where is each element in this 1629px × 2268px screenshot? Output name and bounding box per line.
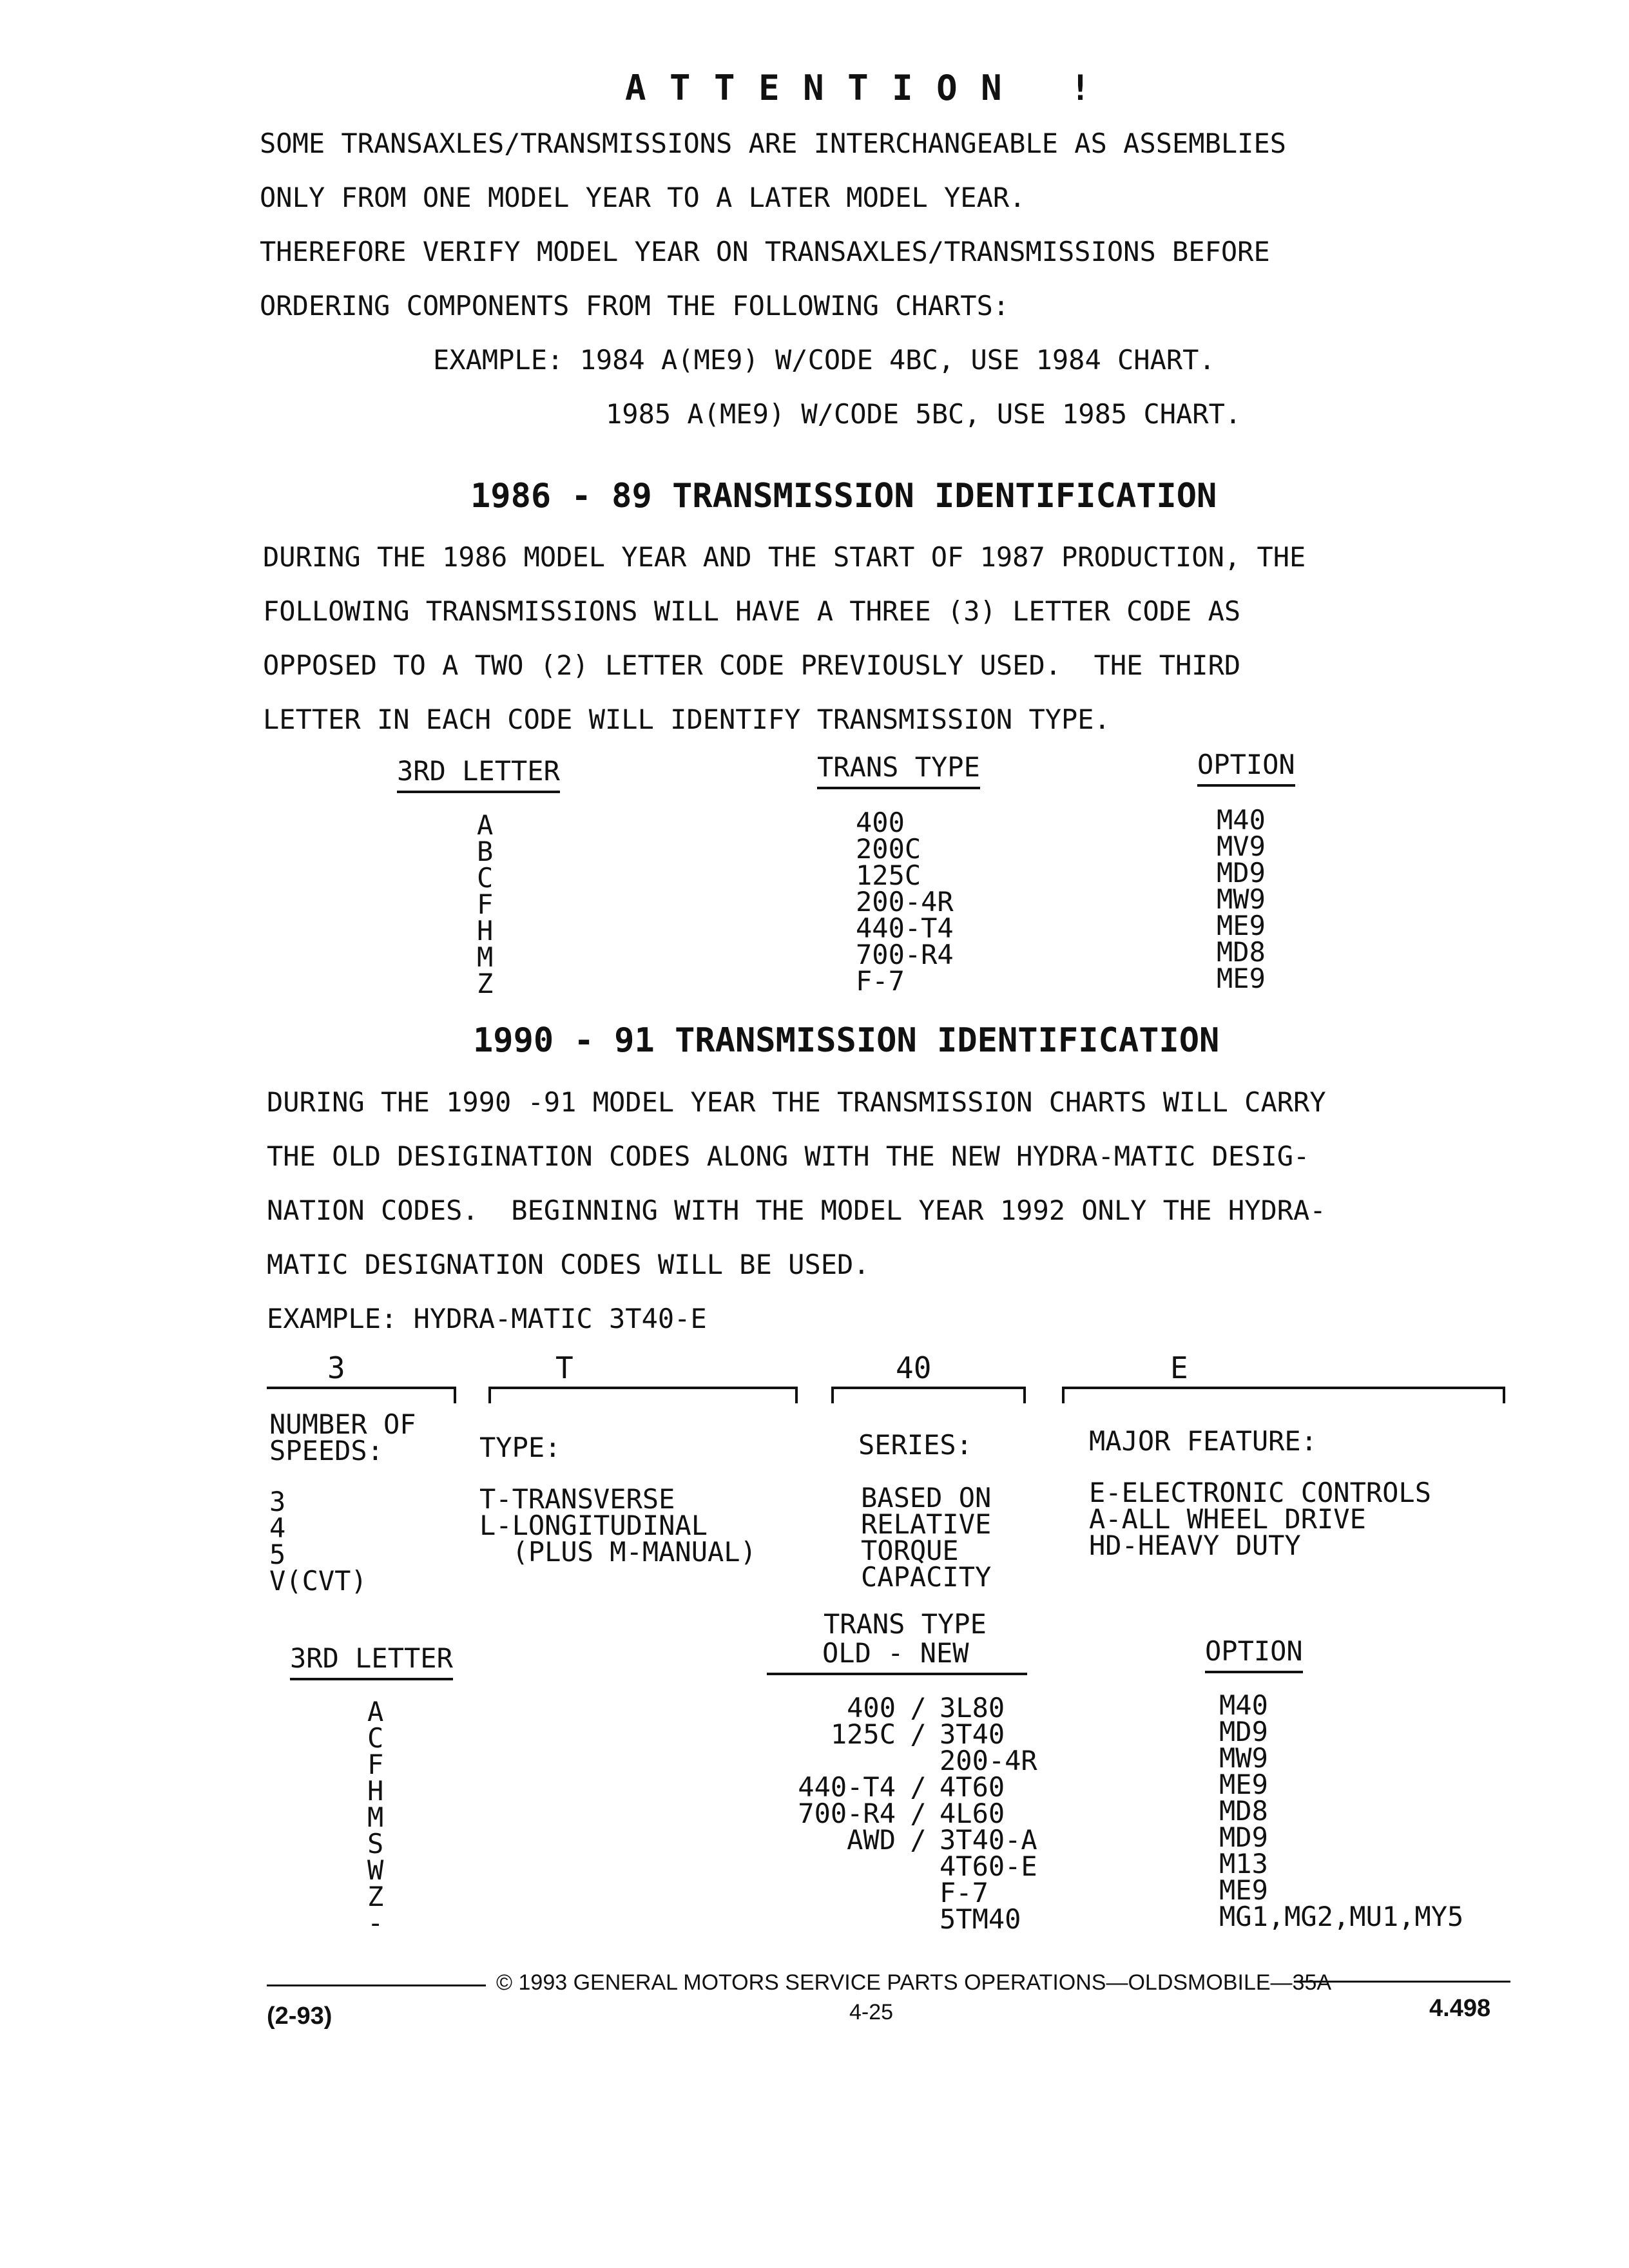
code-part-type: T: [555, 1350, 574, 1385]
table-1990-new-cell: 3T40-A: [940, 1824, 1037, 1856]
table-1986-option-cell: MV9: [1217, 831, 1266, 862]
table-1990-old-cell: [754, 1853, 896, 1879]
table-1990-old-cell: 440-T4: [798, 1771, 896, 1803]
table-1990-new-cell: 4T60-E: [940, 1850, 1037, 1882]
attention-example-1: EXAMPLE: 1984 A(ME9) W/CODE 4BC, USE 1984 CHART.: [433, 344, 1215, 376]
code-part-series: 40: [896, 1350, 932, 1385]
bracket-type-tick-left: [488, 1387, 491, 1403]
table-1990-new-cell: 4T60: [940, 1771, 1005, 1803]
legend-feature-label: MAJOR FEATURE:: [1089, 1425, 1318, 1457]
legend-speeds-value: V(CVT): [269, 1565, 367, 1597]
table-1990-old-cell: [754, 1879, 896, 1906]
table-1990-slash: [896, 1692, 941, 1932]
table-1986-type-cell: 125C: [856, 860, 921, 891]
table-1990-letters: [367, 1696, 384, 1939]
table-1986-type-cell: 400: [856, 807, 905, 838]
table-1990-new-cell: 200-4R: [940, 1745, 1037, 1776]
table-1990-old-cell: [754, 1906, 896, 1932]
table-1986-option-cell: MW9: [1217, 883, 1266, 915]
table-1990-old-cell: AWD: [847, 1824, 896, 1856]
legend-type-label: TYPE:: [479, 1432, 561, 1463]
table-1986-letter-cell: H: [477, 915, 494, 947]
bracket-series-tick-left: [831, 1387, 834, 1403]
table-1986-option-cell: MD8: [1217, 936, 1266, 968]
table-1990-option-cell: MD9: [1219, 1821, 1268, 1853]
table-1990-letter-cell: S: [367, 1828, 384, 1860]
table-1986-letter-cell: F: [477, 889, 494, 920]
table-1990-slash-cell: /: [910, 1798, 927, 1829]
table-1990-option-cell: MD9: [1219, 1716, 1268, 1747]
table-1986-letter-cell: C: [477, 862, 494, 894]
table-1990-header-type-2: OLD - NEW: [767, 1637, 1027, 1675]
legend-series-value: TORQUE: [861, 1535, 959, 1566]
legend-feature-values: [1089, 1479, 1431, 1559]
table-1986-letters: [477, 809, 494, 999]
table-1990-old-cell: 125C: [830, 1718, 896, 1750]
table-1990-option-cell: ME9: [1219, 1769, 1268, 1800]
footer-copyright: © 1993 GENERAL MOTORS SERVICE PARTS OPERATIONS—OLDSMOBILE—35A: [496, 1970, 1332, 1995]
table-1990-letter-cell: F: [367, 1749, 384, 1780]
attention-example-2: 1985 A(ME9) W/CODE 5BC, USE 1985 CHART.: [606, 398, 1242, 430]
section-1990-line-2: THE OLD DESIGINATION CODES ALONG WITH THE NEW HYDRA-MATIC DESIG-: [267, 1140, 1310, 1172]
table-1986-option-cell: MD9: [1217, 857, 1266, 889]
table-1986-options: [1217, 804, 1266, 994]
bracket-series-tick-right: [1023, 1387, 1026, 1403]
footer-date: (2-93): [267, 2003, 333, 2030]
table-1986-letter-cell: M: [477, 941, 494, 973]
table-1990-slash-cell: [896, 1879, 941, 1906]
legend-series-value: BASED ON: [861, 1482, 992, 1514]
table-1986-letter-cell: Z: [477, 968, 494, 999]
section-1986-line-1: DURING THE 1986 MODEL YEAR AND THE START OF 1987 PRODUCTION, THE: [263, 541, 1306, 573]
table-1990-letter-cell: C: [367, 1722, 384, 1754]
table-1990-header-letter: 3RD LETTER: [290, 1642, 453, 1680]
legend-series-label: SERIES:: [858, 1429, 973, 1461]
table-1990-old-cell: 400: [847, 1692, 896, 1724]
table-1990-new-cell: 4L60: [940, 1798, 1005, 1829]
legend-series-values: [861, 1482, 992, 1593]
attention-line-3: THEREFORE VERIFY MODEL YEAR ON TRANSAXLES/TRANSMISSIONS BEFORE: [260, 236, 1270, 267]
legend-feature-value: HD-HEAVY DUTY: [1089, 1530, 1301, 1561]
table-1990-new-cell: 3T40: [940, 1718, 1005, 1750]
table-1990-option-cell: ME9: [1219, 1874, 1268, 1906]
legend-speeds-values: [269, 1486, 367, 1597]
attention-line-4: ORDERING COMPONENTS FROM THE FOLLOWING CHARTS:: [260, 290, 1010, 322]
section-1990-line-1: DURING THE 1990 -91 MODEL YEAR THE TRANSMISSION CHARTS WILL CARRY: [267, 1086, 1326, 1118]
legend-type-value: T-TRANSVERSE: [479, 1483, 675, 1515]
table-1990-option-cell: M40: [1219, 1689, 1268, 1721]
legend-speeds-value: 4: [269, 1512, 286, 1544]
table-1986-option-cell: M40: [1217, 804, 1266, 836]
bracket-speeds: [267, 1387, 455, 1389]
table-1990-slash-cell: /: [910, 1771, 927, 1803]
bracket-feature-tick-left: [1062, 1387, 1065, 1403]
table-1990-letter-cell: A: [367, 1696, 384, 1727]
section-1986-line-2: FOLLOWING TRANSMISSIONS WILL HAVE A THREE (3) LETTER CODE AS: [263, 595, 1241, 627]
table-1986-letter-cell: B: [477, 836, 494, 867]
table-1986-types: [856, 807, 954, 997]
table-1986-header-type: TRANS TYPE: [817, 751, 980, 789]
section-1986-line-3: OPPOSED TO A TWO (2) LETTER CODE PREVIOUSLY USED. THE THIRD: [263, 649, 1241, 681]
table-1990-slash-cell: /: [910, 1692, 927, 1724]
section-1990-line-3: NATION CODES. BEGINNING WITH THE MODEL YEAR 1992 ONLY THE HYDRA-: [267, 1195, 1326, 1226]
table-1986-letter-cell: A: [477, 809, 494, 841]
section-1990-title: 1990 - 91 TRANSMISSION IDENTIFICATION: [473, 1021, 1220, 1060]
table-1990-slash-cell: [896, 1747, 941, 1774]
legend-series-value: CAPACITY: [861, 1561, 992, 1593]
legend-feature-value: A-ALL WHEEL DRIVE: [1089, 1503, 1366, 1535]
table-1990-slash-cell: [896, 1853, 941, 1879]
table-1990-letter-cell: Z: [367, 1881, 384, 1912]
legend-series-value: RELATIVE: [861, 1508, 992, 1540]
legend-speeds-value: 3: [269, 1486, 286, 1517]
table-1990-options: [1219, 1689, 1464, 1932]
attention-line-2: ONLY FROM ONE MODEL YEAR TO A LATER MODEL YEAR.: [260, 182, 1026, 213]
code-part-speeds: 3: [327, 1350, 345, 1385]
section-1986-line-4: LETTER IN EACH CODE WILL IDENTIFY TRANSMISSION TYPE.: [263, 704, 1110, 735]
section-1990-example: EXAMPLE: HYDRA-MATIC 3T40-E: [267, 1303, 707, 1334]
bracket-speeds-tick: [454, 1387, 456, 1403]
table-1986-option-cell: ME9: [1217, 910, 1266, 941]
table-1990-letter-cell: H: [367, 1775, 384, 1807]
legend-speeds-label-1: NUMBER OF: [269, 1408, 416, 1440]
table-1990-old: [754, 1692, 896, 1932]
table-1990-letter-cell: M: [367, 1802, 384, 1833]
table-1986-option-cell: ME9: [1217, 963, 1266, 994]
footer-number: 4.498: [1429, 1995, 1491, 2022]
footer-page: 4-25: [849, 2000, 894, 2024]
bracket-type-tick-right: [795, 1387, 798, 1403]
legend-type-values: [479, 1483, 757, 1568]
table-1990-new-cell: 3L80: [940, 1692, 1005, 1724]
table-1990-letter-cell: W: [367, 1854, 384, 1886]
table-1986-type-cell: 200-4R: [856, 886, 954, 918]
table-1990-letter-cell: -: [367, 1907, 384, 1939]
table-1990-header-type-1: TRANS TYPE: [824, 1608, 987, 1640]
legend-type-value: L-LONGITUDINAL: [479, 1510, 708, 1541]
table-1990-option-cell: MW9: [1219, 1742, 1268, 1774]
code-part-feature: E: [1170, 1350, 1188, 1385]
table-1986-type-cell: F-7: [856, 965, 905, 997]
legend-feature-value: E-ELECTRONIC CONTROLS: [1089, 1477, 1432, 1508]
table-1990-slash-cell: /: [910, 1824, 927, 1856]
legend-speeds-value: 5: [269, 1539, 286, 1570]
attention-title: A T T E N T I O N !: [625, 68, 1092, 108]
table-1990-option-cell: MD8: [1219, 1795, 1268, 1827]
section-1990-line-4: MATIC DESIGNATION CODES WILL BE USED.: [267, 1249, 870, 1280]
table-1986-header-option: OPTION: [1197, 749, 1295, 787]
table-1990-header-option: OPTION: [1205, 1635, 1303, 1673]
table-1986-type-cell: 440-T4: [856, 912, 954, 944]
table-1990-option-cell: M13: [1219, 1848, 1268, 1879]
footer-rule-right: [1294, 1981, 1510, 1983]
table-1990-old-cell: 700-R4: [798, 1798, 896, 1829]
bracket-type: [488, 1387, 796, 1389]
table-1990-slash-cell: /: [910, 1718, 927, 1750]
legend-speeds-label-2: SPEEDS:: [269, 1435, 384, 1466]
table-1986-header-letter: 3RD LETTER: [397, 755, 560, 793]
bracket-feature: [1062, 1387, 1504, 1389]
bracket-feature-tick-right: [1503, 1387, 1505, 1403]
table-1990-new-cell: 5TM40: [940, 1903, 1021, 1935]
section-1986-title: 1986 - 89 TRANSMISSION IDENTIFICATION: [470, 477, 1217, 515]
bracket-series: [831, 1387, 1025, 1389]
table-1990-old-cell: [754, 1747, 896, 1774]
table-1990-new-cell: F-7: [940, 1877, 988, 1908]
table-1990-new: [940, 1692, 1037, 1935]
table-1986-type-cell: 700-R4: [856, 939, 954, 970]
table-1986-type-cell: 200C: [856, 833, 921, 865]
table-1990-option-cell: MG1,MG2,MU1,MY5: [1219, 1901, 1464, 1932]
legend-type-value: (PLUS M-MANUAL): [479, 1536, 757, 1568]
table-1990-slash-cell: [896, 1906, 941, 1932]
attention-line-1: SOME TRANSAXLES/TRANSMISSIONS ARE INTERCHANGEABLE AS ASSEMBLIES: [260, 128, 1287, 159]
footer-rule-left: [267, 1984, 486, 1986]
